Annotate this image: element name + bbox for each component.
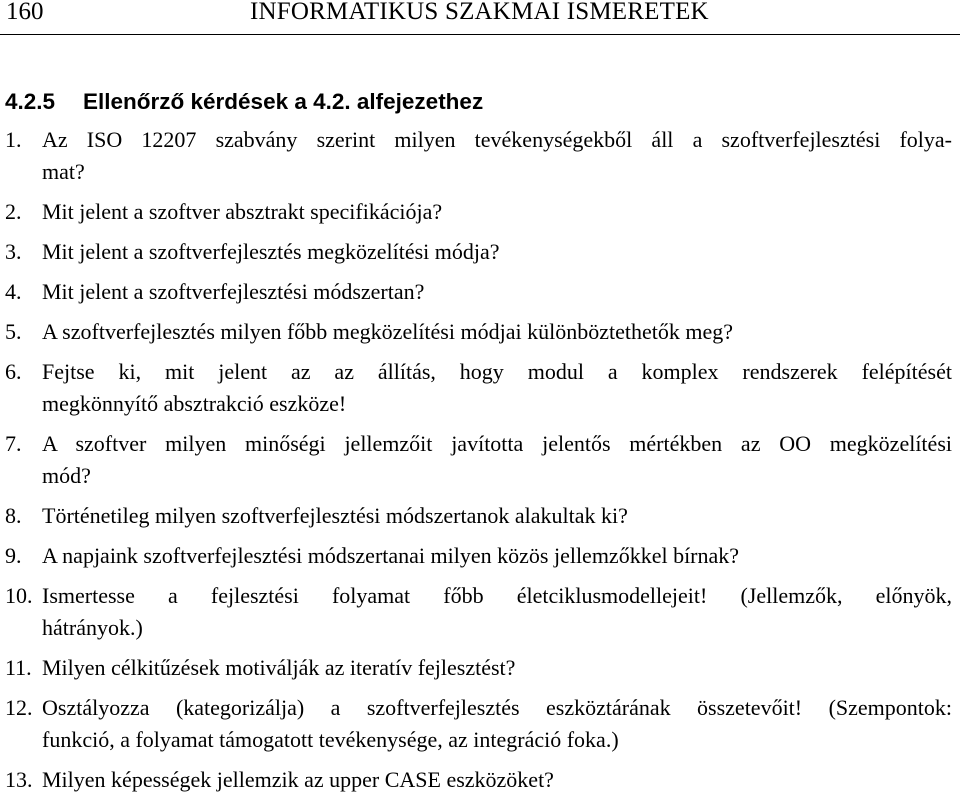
question-text — [42, 540, 952, 572]
question-item — [0, 540, 960, 572]
question-number: 1. — [5, 127, 22, 152]
question-text — [42, 356, 952, 420]
question-text-line: Történetileg milyen szoftverfejlesztési módszertanok alakultak ki? — [42, 503, 628, 528]
question-text — [42, 316, 952, 348]
question-text-line: A napjaink szoftverfejlesztési módszertanai milyen közös jellemzőkkel bírnak? — [42, 543, 740, 568]
question-number: 10. — [5, 583, 33, 608]
page-number: 160 — [6, 0, 44, 25]
question-text-line: Ismertesse a fejlesztési folyamat főbb életciklusmodellejeit! (Jellemzők, előnyök, — [42, 583, 952, 608]
question-number: 5. — [5, 319, 22, 344]
section-title: Ellenőrző kérdések a 4.2. alfejezethez — [83, 89, 484, 114]
question-text — [42, 764, 952, 796]
question-text — [42, 692, 952, 756]
question-number: 7. — [5, 431, 22, 456]
question-item — [0, 500, 960, 532]
question-text-line: Fejtse ki, mit jelent az az állítás, hogy modul a komplex rendszerek felépítését — [42, 359, 952, 384]
question-text-line: megkönnyítő absztrakció eszköze! — [42, 391, 347, 416]
question-text-line: Az ISO 12207 szabvány szerint milyen tevékenységekből áll a szoftverfejlesztési folya- — [42, 127, 952, 152]
question-text-line: Mit jelent a szoftverfejlesztés megközelítési módja? — [42, 239, 500, 264]
question-item — [0, 236, 960, 268]
question-text-line: A szoftverfejlesztés milyen főbb megközelítési módjai különböztethetők meg? — [42, 319, 733, 344]
question-text-line: Milyen képességek jellemzik az upper CASE eszközöket? — [42, 767, 554, 792]
section-heading — [5, 87, 483, 117]
question-number: 3. — [5, 239, 22, 264]
question-text-line: Osztályozza (kategorizálja) a szoftverfejlesztés eszköztárának összetevőit! (Szempontok: — [42, 695, 952, 720]
running-title: INFORMATIKUS SZAKMAI ISMERETEK — [250, 0, 709, 25]
question-text — [42, 428, 952, 492]
question-text-line: mód? — [42, 463, 91, 488]
question-number: 12. — [5, 695, 33, 720]
header-rule — [0, 34, 960, 35]
question-item — [0, 652, 960, 684]
question-number: 6. — [5, 359, 22, 384]
question-number: 11. — [5, 655, 32, 680]
question-text-line: Mit jelent a szoftverfejlesztési módszertan? — [42, 279, 425, 304]
question-text — [42, 196, 952, 228]
question-text — [42, 652, 952, 684]
question-item — [0, 316, 960, 348]
question-text — [42, 236, 952, 268]
question-item — [0, 124, 960, 188]
question-text-line: A szoftver milyen minőségi jellemzőit javította jelentős mértékben az OO megközelítési — [42, 431, 952, 456]
question-item — [0, 764, 960, 796]
question-number: 8. — [5, 503, 22, 528]
running-header — [0, 0, 960, 34]
question-text — [42, 276, 952, 308]
question-text-line: Milyen célkitűzések motiválják az iteratív fejlesztést? — [42, 655, 516, 680]
question-text — [42, 124, 952, 188]
question-text-line: hátrányok.) — [42, 615, 143, 640]
question-text-line: Mit jelent a szoftver absztrakt specifikációja? — [42, 199, 443, 224]
question-item — [0, 196, 960, 228]
question-text-line: funkció, a folyamat támogatott tevékenysége, az integráció foka.) — [42, 727, 619, 752]
question-item — [0, 356, 960, 420]
question-list — [0, 124, 960, 796]
question-number: 4. — [5, 279, 22, 304]
question-item — [0, 580, 960, 644]
question-text — [42, 580, 952, 644]
question-text-line: mat? — [42, 159, 85, 184]
question-text — [42, 500, 952, 532]
question-item — [0, 276, 960, 308]
section-number: 4.2.5 — [5, 89, 56, 114]
question-item — [0, 692, 960, 756]
question-number: 9. — [5, 543, 22, 568]
question-number: 2. — [5, 199, 22, 224]
question-number: 13. — [5, 767, 33, 792]
question-item — [0, 428, 960, 492]
